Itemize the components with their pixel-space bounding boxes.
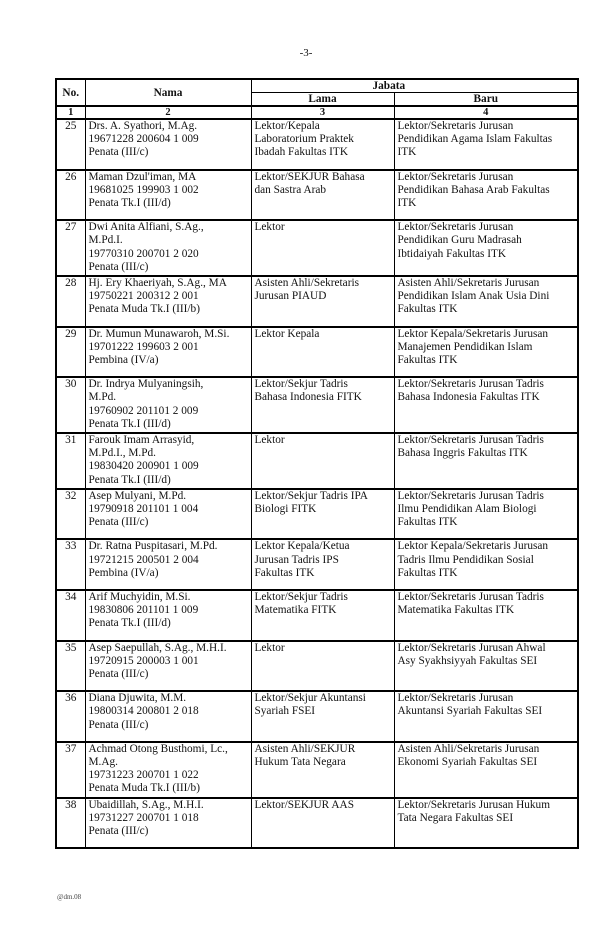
nama-line: Penata Tk.I (III/d) bbox=[88, 473, 171, 486]
lama-line: Asisten Ahli/Sekretaris bbox=[254, 276, 359, 289]
lama-line: Fakultas ITK bbox=[254, 566, 315, 579]
table-body bbox=[56, 119, 578, 848]
lama-line: Lektor/Sekjur Tadris IPA bbox=[254, 489, 368, 502]
table-row bbox=[56, 798, 578, 849]
cell-lama bbox=[251, 377, 394, 433]
cell-no: 25 bbox=[56, 119, 85, 170]
table-row bbox=[56, 170, 578, 221]
baru-line: Asisten Ahli/Sekretaris Jurusan bbox=[397, 276, 540, 289]
lama-line: Lektor Kepala/Ketua bbox=[254, 540, 350, 553]
baru-line: Lektor/Sekretaris Jurusan Tadris bbox=[397, 590, 544, 603]
cell-no: 32 bbox=[56, 489, 85, 540]
column-number: 4 bbox=[394, 106, 578, 119]
baru-line: Tadris Ilmu Pendidikan Sosial bbox=[397, 553, 534, 566]
lama-line: Asisten Ahli/SEKJUR bbox=[254, 742, 356, 755]
nama-line: 19800314 200801 2 018 bbox=[88, 705, 199, 718]
nama-line: Penata (III/c) bbox=[88, 824, 149, 837]
baru-line: Lektor/Sekretaris Jurusan bbox=[397, 120, 514, 132]
nama-line: Penata (III/c) bbox=[88, 260, 149, 273]
nama-line: Penata (III/c) bbox=[88, 516, 149, 529]
cell-lama bbox=[251, 327, 394, 378]
baru-line: Pendidikan Agama Islam Fakultas bbox=[397, 133, 553, 146]
nama-line: Penata Tk.I (III/d) bbox=[88, 417, 171, 430]
baru-line: Lektor/Sekretaris Jurusan bbox=[397, 170, 514, 183]
nama-line: 19770310 200701 2 020 bbox=[88, 247, 199, 260]
table-row bbox=[56, 433, 578, 489]
nama-line: M.Pd.I. bbox=[88, 234, 123, 247]
nama-line: Ubaidillah, S.Ag., M.H.I. bbox=[88, 798, 204, 811]
nama-line: Penata Tk.I (III/d) bbox=[88, 197, 171, 209]
cell-nama bbox=[85, 433, 251, 489]
column-number: 3 bbox=[251, 106, 394, 119]
baru-line: Matematika Fakultas ITK bbox=[397, 604, 515, 617]
nama-line: 19830420 200901 1 009 bbox=[88, 460, 199, 473]
table-row bbox=[56, 539, 578, 590]
baru-line: Akuntansi Syariah Fakultas SEI bbox=[397, 705, 543, 718]
nama-line: Dr. Indrya Mulyaningsih, bbox=[88, 378, 204, 391]
cell-lama bbox=[251, 220, 394, 276]
nama-line: M.Pd.I., M.Pd. bbox=[88, 447, 156, 460]
nama-line: Pembina (IV/a) bbox=[88, 566, 159, 579]
nama-line: Achmad Otong Busthomi, Lc., bbox=[88, 742, 228, 755]
cell-baru bbox=[394, 641, 578, 692]
cell-no: 33 bbox=[56, 539, 85, 590]
cell-nama bbox=[85, 539, 251, 590]
nama-line: 19731227 200701 1 018 bbox=[88, 811, 199, 824]
cell-lama bbox=[251, 590, 394, 641]
baru-line: Pendidikan Islam Anak Usia Dini bbox=[397, 290, 550, 303]
nama-line: Farouk Imam Arrasyid, bbox=[88, 433, 195, 446]
baru-line: Bahasa Inggris Fakultas ITK bbox=[397, 447, 528, 460]
cell-no: 34 bbox=[56, 590, 85, 641]
baru-line: Lektor Kepala/Sekretaris Jurusan bbox=[397, 327, 549, 340]
cell-nama bbox=[85, 170, 251, 221]
footer-code: @dm.08 bbox=[57, 893, 82, 901]
cell-nama bbox=[85, 119, 251, 170]
baru-line: Lektor/Sekretaris Jurusan Hukum bbox=[397, 798, 550, 811]
lama-line: Lektor/Sekjur Tadris bbox=[254, 590, 348, 603]
baru-line: Bahasa Indonesia Fakultas ITK bbox=[397, 391, 540, 404]
table-row bbox=[56, 691, 578, 742]
cell-nama bbox=[85, 641, 251, 692]
nama-line: Maman Dzul'iman, MA bbox=[88, 170, 197, 183]
cell-nama bbox=[85, 798, 251, 849]
lama-line: Lektor/Sekjur Tadris bbox=[254, 378, 348, 391]
cell-baru bbox=[394, 276, 578, 327]
baru-line: Ekonomi Syariah Fakultas SEI bbox=[397, 755, 538, 768]
nama-line: Penata (III/c) bbox=[88, 146, 149, 159]
cell-lama bbox=[251, 276, 394, 327]
baru-line: Lektor/Sekretaris Jurusan Tadris bbox=[397, 489, 544, 502]
cell-baru bbox=[394, 539, 578, 590]
baru-line: ITK bbox=[397, 197, 417, 209]
table-row bbox=[56, 641, 578, 692]
table-row bbox=[56, 119, 578, 170]
baru-line: Tata Negara Fakultas SEI bbox=[397, 811, 514, 824]
nama-line: Penata Muda Tk.I (III/b) bbox=[88, 303, 200, 316]
cell-baru bbox=[394, 590, 578, 641]
column-number: 2 bbox=[85, 106, 251, 119]
baru-line: Fakultas ITK bbox=[397, 516, 458, 529]
cell-baru bbox=[394, 327, 578, 378]
baru-line: Pendidikan Guru Madrasah bbox=[397, 234, 522, 247]
cell-nama bbox=[85, 742, 251, 798]
nama-line: Penata (III/c) bbox=[88, 667, 149, 680]
baru-line: Asy Syakhsiyyah Fakultas SEI bbox=[397, 654, 538, 667]
lama-line: Ibadah Fakultas ITK bbox=[254, 146, 348, 159]
lama-line: Laboratorium Praktek bbox=[254, 133, 354, 146]
lama-line: Lektor bbox=[254, 433, 285, 446]
table-row bbox=[56, 742, 578, 798]
nama-line: M.Pd. bbox=[88, 391, 117, 404]
nama-line: 19671228 200604 1 009 bbox=[88, 133, 199, 146]
nama-line: Penata Tk.I (III/d) bbox=[88, 617, 171, 630]
nama-line: 19830806 201101 1 009 bbox=[88, 604, 199, 617]
nama-line: Penata Muda Tk.I (III/b) bbox=[88, 782, 200, 795]
lama-line: Lektor/Sekjur Akuntansi bbox=[254, 692, 366, 705]
nama-line: Penata (III/c) bbox=[88, 718, 149, 731]
nama-line: 19760902 201101 2 009 bbox=[88, 404, 199, 417]
table-row bbox=[56, 220, 578, 276]
cell-baru bbox=[394, 433, 578, 489]
nama-line: 19720915 200003 1 001 bbox=[88, 654, 199, 667]
lama-line: Lektor/SEKJUR Bahasa bbox=[254, 170, 365, 183]
lama-line: Jurusan Tadris IPS bbox=[254, 553, 339, 566]
baru-line: Fakultas ITK bbox=[397, 303, 458, 316]
lama-line: Lektor bbox=[254, 641, 285, 654]
cell-baru bbox=[394, 691, 578, 742]
cell-no: 29 bbox=[56, 327, 85, 378]
cell-nama bbox=[85, 220, 251, 276]
cell-lama bbox=[251, 119, 394, 170]
nama-line: Pembina (IV/a) bbox=[88, 353, 159, 366]
table-row bbox=[56, 327, 578, 378]
cell-lama bbox=[251, 539, 394, 590]
baru-line: Fakultas ITK bbox=[397, 353, 458, 366]
cell-no: 37 bbox=[56, 742, 85, 798]
cell-baru bbox=[394, 489, 578, 540]
lama-line: Biologi FITK bbox=[254, 502, 317, 515]
lama-line: Lektor bbox=[254, 221, 285, 234]
baru-line: Lektor/Sekretaris Jurusan Tadris bbox=[397, 433, 544, 446]
cell-lama bbox=[251, 641, 394, 692]
cell-lama bbox=[251, 742, 394, 798]
cell-no: 30 bbox=[56, 377, 85, 433]
header-baru: Baru bbox=[394, 93, 578, 107]
lama-line: Matematika FITK bbox=[254, 604, 337, 617]
cell-nama bbox=[85, 691, 251, 742]
cell-no: 36 bbox=[56, 691, 85, 742]
lama-line: Lektor/SEKJUR AAS bbox=[254, 798, 354, 811]
nama-line: Dwi Anita Alfiani, S.Ag., bbox=[88, 221, 204, 234]
baru-line: Lektor Kepala/Sekretaris Jurusan bbox=[397, 540, 549, 553]
cell-nama bbox=[85, 377, 251, 433]
nama-line: Drs. A. Syathori, M.Ag. bbox=[88, 120, 198, 132]
cell-baru bbox=[394, 220, 578, 276]
baru-line: ITK bbox=[397, 146, 417, 159]
nama-line: Arif Muchyidin, M.Si. bbox=[88, 590, 191, 603]
cell-baru bbox=[394, 170, 578, 221]
cell-no: 38 bbox=[56, 798, 85, 849]
nama-line: 19721215 200501 2 004 bbox=[88, 553, 199, 566]
nama-line: Diana Djuwita, M.M. bbox=[88, 692, 187, 705]
cell-no: 26 bbox=[56, 170, 85, 221]
nama-line: Dr. Mumun Munawaroh, M.Si. bbox=[88, 327, 230, 340]
baru-line: Ilmu Pendidikan Alam Biologi bbox=[397, 502, 537, 515]
table-row bbox=[56, 590, 578, 641]
lama-line: Lektor Kepala bbox=[254, 327, 320, 340]
baru-line: Manajemen Pendidikan Islam bbox=[397, 340, 533, 353]
table-row bbox=[56, 377, 578, 433]
lama-line: Jurusan PIAUD bbox=[254, 290, 327, 303]
cell-no: 27 bbox=[56, 220, 85, 276]
nama-line: 19701222 199603 2 001 bbox=[88, 340, 199, 353]
cell-lama bbox=[251, 798, 394, 849]
cell-baru bbox=[394, 377, 578, 433]
cell-lama bbox=[251, 489, 394, 540]
page-number: -3- bbox=[299, 47, 313, 59]
nama-line: Dr. Ratna Puspitasari, M.Pd. bbox=[88, 540, 218, 553]
cell-lama bbox=[251, 170, 394, 221]
table-row bbox=[56, 489, 578, 540]
cell-nama bbox=[85, 276, 251, 327]
nama-line: M.Ag. bbox=[88, 755, 118, 768]
cell-nama bbox=[85, 327, 251, 378]
baru-line: Asisten Ahli/Sekretaris Jurusan bbox=[397, 742, 540, 755]
baru-line: Ibtidaiyah Fakultas ITK bbox=[397, 247, 507, 260]
lama-line: Syariah FSEI bbox=[254, 705, 316, 718]
lama-line: Lektor/Kepala bbox=[254, 120, 320, 132]
cell-no: 28 bbox=[56, 276, 85, 327]
header-lama: Lama bbox=[251, 93, 394, 107]
header-no: No. bbox=[56, 79, 85, 106]
lama-line: Hukum Tata Negara bbox=[254, 755, 346, 768]
nama-line: 19750221 200312 2 001 bbox=[88, 290, 199, 303]
baru-line: Pendidikan Bahasa Arab Fakultas bbox=[397, 183, 550, 196]
cell-no: 35 bbox=[56, 641, 85, 692]
baru-line: Lektor/Sekretaris Jurusan Tadris bbox=[397, 378, 544, 391]
cell-nama bbox=[85, 489, 251, 540]
cell-baru bbox=[394, 119, 578, 170]
cell-nama bbox=[85, 590, 251, 641]
header-nama: Nama bbox=[85, 79, 251, 106]
cell-no: 31 bbox=[56, 433, 85, 489]
nama-line: Asep Saepullah, S.Ag., M.H.I. bbox=[88, 641, 227, 654]
header-jabatan: Jabata bbox=[251, 79, 578, 93]
cell-lama bbox=[251, 691, 394, 742]
cell-baru bbox=[394, 742, 578, 798]
nama-line: Hj. Ery Khaeriyah, S.Ag., MA bbox=[88, 276, 227, 289]
column-number: 1 bbox=[56, 106, 85, 119]
cell-baru bbox=[394, 798, 578, 849]
baru-line: Lektor/Sekretaris Jurusan bbox=[397, 692, 514, 705]
baru-line: Lektor/Sekretaris Jurusan bbox=[397, 221, 514, 234]
nama-line: 19681025 199903 1 002 bbox=[88, 183, 199, 196]
nama-line: Asep Mulyani, M.Pd. bbox=[88, 489, 187, 502]
cell-lama bbox=[251, 433, 394, 489]
nama-line: 19790918 201101 1 004 bbox=[88, 502, 199, 515]
lama-line: Bahasa Indonesia FITK bbox=[254, 391, 362, 404]
position-change-table bbox=[55, 78, 579, 849]
nama-line: 19731223 200701 1 022 bbox=[88, 769, 199, 782]
lama-line: dan Sastra Arab bbox=[254, 183, 327, 196]
baru-line: Lektor/Sekretaris Jurusan Ahwal bbox=[397, 641, 546, 654]
table-row bbox=[56, 276, 578, 327]
baru-line: Fakultas ITK bbox=[397, 566, 458, 579]
